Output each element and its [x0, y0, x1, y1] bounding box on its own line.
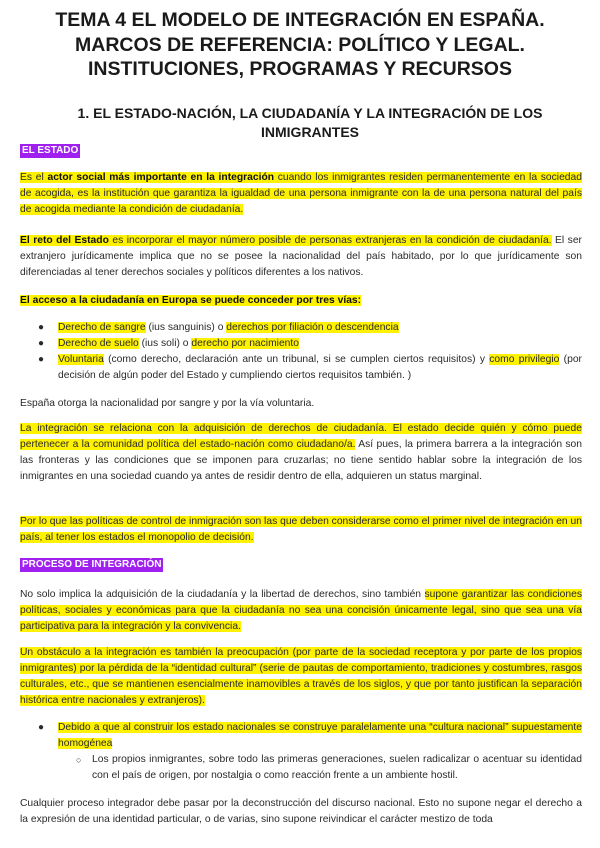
- text: Por lo que las políticas de control de inmigración son las que deben considerarse como el primer nivel de integración en un país, al tener los estados el monopolio de decisión.: [20, 516, 582, 543]
- circle-bullet-icon: ○: [76, 755, 82, 765]
- bullet-icon: ●: [38, 338, 45, 349]
- bold-text: El reto del Estado: [20, 235, 109, 246]
- text: como privilegio: [489, 354, 560, 365]
- text: Voluntaria: [58, 354, 104, 365]
- list-item: [20, 336, 582, 352]
- section-tag-estado: EL ESTADO: [22, 145, 79, 156]
- text: No solo implica la adquisición de la ciudadanía y la libertad de derechos, sino también: [20, 589, 425, 600]
- paragraph-deconstruccion: Cualquier proceso integrador debe pasar por la deconstrucción del discurso nacional. Esto no supone negar el derecho a la expresión de una identidad particular, o de varias, sino supone reivindicar el carácter mestizo de toda: [20, 798, 582, 825]
- bullet-icon: ●: [38, 322, 45, 333]
- bullet-icon: ●: [38, 722, 45, 733]
- identity-list: [20, 720, 582, 784]
- page-title: TEMA 4 EL MODELO DE INTEGRACIÓN EN ESPAÑA. MARCOS DE REFERENCIA: POLÍTICO Y LEGAL. INSTITUCIONES, PROGRAMAS Y RECURSOS: [55, 9, 545, 80]
- paragraph-integracion-derechos: [20, 421, 582, 485]
- text: Derecho de suelo: [58, 338, 139, 349]
- text: (ius sanguinis) o: [145, 322, 227, 333]
- text: cuando los inmigrantes residen permanentemente en la sociedad de acogida, es la institución que garantiza la igualdad de una persona inmigrante con la de una persona natural del país de acogida mediante la condición de ciudadanía.: [20, 172, 582, 215]
- text: (como derecho, declaración ante un tribunal, si se cumplen ciertos requisitos) y: [103, 354, 490, 365]
- section-tag-proceso: PROCESO DE INTEGRACIÓN: [22, 559, 162, 570]
- text: Un obstáculo a la integración es también la preocupación (por parte de la sociedad receptora y por parte de los propios inmigrantes) por la pérdida de la “identidad cultural” (serie de pautas de comportamiento, tradiciones y costumbres, rasgos culturales, etc., que se mantienen esencialmente inamovibles a través de los siglos, y que por tanto justifican la separación histórica entre nacionales y extranjeros).: [20, 647, 582, 706]
- text: es incorporar el mayor número posible de personas extranjeras en la condición de ciudadanía.: [108, 235, 552, 246]
- section-heading: 1. EL ESTADO-NACIÓN, LA CIUDADANÍA Y LA INTEGRACIÓN DE LOS INMIGRANTES: [77, 105, 543, 140]
- list-item: [20, 720, 582, 752]
- text: (por decisión de algún poder del Estado y cumpliendo ciertos requisitos también. ): [58, 354, 582, 381]
- text: Los propios inmigrantes, sobre todo las primeras generaciones, suelen radicalizar o acentuar su identidad con el país de origen, por nostalgia o como reacción frente a un ambiente hostil.: [92, 754, 582, 781]
- text: La integración se relaciona con la adquisición de derechos de ciudadanía. El estado decide quién y cómo puede pertenecer a la comunidad política del estado-nación como ciudadano/a.: [20, 423, 582, 450]
- paragraph-acceso-ciudadania: [20, 293, 582, 309]
- text: Es el: [20, 172, 48, 183]
- paragraph-proceso-integracion: [20, 587, 582, 635]
- paragraph-espana-nacionalidad: España otorga la nacionalidad por sangre y por la vía voluntaria.: [20, 398, 315, 409]
- paragraph-obstaculo: [20, 645, 582, 709]
- text: derechos por filiación o descendencia: [226, 322, 399, 333]
- text: Derecho de sangre: [58, 322, 146, 333]
- text: supone garantizar las condiciones políticas, sociales y económicas para que la ciudadanía no sea una concisión únicamente legal, sino que sea una vía participativa para la integración y la convivencia.: [20, 589, 582, 632]
- bullet-icon: ●: [38, 354, 45, 365]
- vias-list: [20, 320, 582, 384]
- paragraph-actor-social: [20, 170, 582, 218]
- text: El ser extranjero jurídicamente implica que no se posee la nacionalidad del país habitado, por lo que jurídicamente son diferenciadas al tener derechos sociales y políticos diferentes a los nativos.: [20, 235, 582, 278]
- paragraph-politicas-control: [20, 514, 582, 546]
- list-item: [20, 320, 582, 336]
- bold-text: El acceso a la ciudadanía en Europa se puede conceder por tres vías:: [20, 295, 362, 306]
- bold-text: actor social más importante en la integración: [47, 172, 275, 183]
- text: Debido a que al construir los estado nacionales se construye paralelamente una “cultura nacional” supuestamente homogénea: [58, 722, 582, 749]
- sub-list-item: [20, 752, 582, 784]
- text: (ius soli) o: [138, 338, 192, 349]
- text: derecho por nacimiento: [191, 338, 299, 349]
- paragraph-reto-estado: [20, 233, 582, 281]
- list-item: [20, 352, 582, 384]
- text: Así pues, la primera barrera a la integración son las fronteras y las condiciones que se imponen para cruzarlas; no tiene sentido hablar sobre la integración de los inmigrantes en una sociedad cuando ya antes de residir dentro de ella, adquieren un status marginal.: [20, 439, 583, 482]
